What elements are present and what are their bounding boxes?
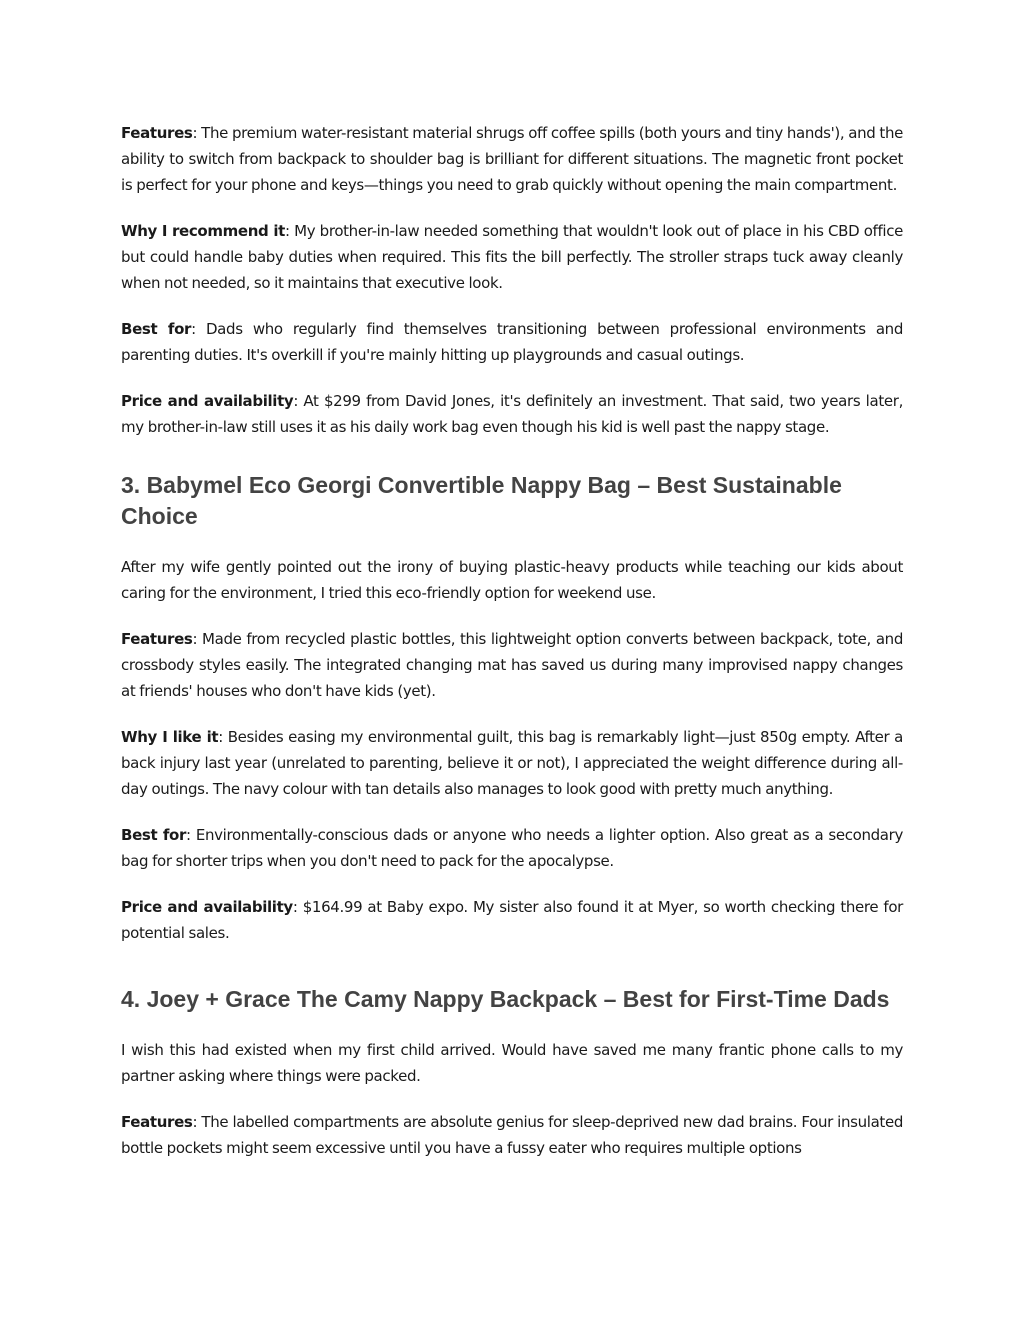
intro-paragraph bbox=[121, 1037, 903, 1089]
paragraph-text: : Besides easing my environmental guilt, this bag is remarkably light—just 850g empty. After a back injury last year (unrelated to parenting, believe it or not), I appreciated the weight difference during all-day outings. The navy colour with tan details also manages to look good with pretty much anything. bbox=[121, 728, 903, 798]
paragraph-text: : Dads who regularly find themselves transitioning between professional environments and parenting duties. It's overkill if you're mainly hitting up playgrounds and casual outings. bbox=[121, 320, 903, 364]
paragraph-label: Price and availability bbox=[121, 898, 293, 916]
paragraph-label: Features bbox=[121, 1113, 193, 1131]
paragraph-text: : The premium water-resistant material shrugs off coffee spills (both yours and tiny hands'), and the ability to switch from backpack to shoulder bag is brilliant for different situations. The magnetic front pocket is perfect for your phone and keys—things you need to grab quickly without opening the main compartment. bbox=[121, 124, 903, 194]
paragraph-label: Features bbox=[121, 124, 193, 142]
paragraph-text: : $164.99 at Baby expo. My sister also found it at Myer, so worth checking there for potential sales. bbox=[121, 898, 904, 942]
paragraph-text: : The labelled compartments are absolute genius for sleep-deprived new dad brains. Four insulated bottle pockets might seem excessive until you have a fussy eater who requires multiple options bbox=[121, 1113, 903, 1157]
paragraph-text: After my wife gently pointed out the irony of buying plastic-heavy products while teaching our kids about caring for the environment, I tried this eco-friendly option for weekend use. bbox=[121, 558, 903, 602]
best-for-paragraph bbox=[121, 822, 903, 874]
features-paragraph bbox=[121, 626, 903, 704]
section-heading-babymel: 3. Babymel Eco Georgi Convertible Nappy Bag – Best Sustainable Choice bbox=[121, 472, 842, 529]
section-heading-joey-grace: 4. Joey + Grace The Camy Nappy Backpack – Best for First-Time Dads bbox=[121, 986, 890, 1012]
paragraph-text: I wish this had existed when my first child arrived. Would have saved me many frantic phone calls to my partner asking where things were packed. bbox=[121, 1041, 903, 1085]
paragraph-label: Price and availability bbox=[121, 392, 294, 410]
features-paragraph bbox=[121, 1109, 903, 1161]
paragraph-label: Best for bbox=[121, 320, 192, 338]
paragraph-text: : Made from recycled plastic bottles, this lightweight option converts between backpack, tote, and crossbody styles easily. The integrated changing mat has saved us during many improvised nappy changes at friends' houses who don't have kids (yet). bbox=[121, 630, 903, 700]
paragraph-text: : At $299 from David Jones, it's definitely an investment. That said, two years later, my brother-in-law still uses it as his daily work bag even though his kid is well past the nappy stage. bbox=[121, 392, 903, 436]
paragraph-label: Features bbox=[121, 630, 193, 648]
paragraph-label: Why I like it bbox=[121, 728, 219, 746]
why-like-paragraph bbox=[121, 724, 903, 802]
price-availability-paragraph bbox=[121, 894, 903, 946]
intro-paragraph bbox=[121, 554, 903, 606]
paragraph-text: : Environmentally-conscious dads or anyone who needs a lighter option. Also great as a secondary bag for shorter trips when you don't need to pack for the apocalypse. bbox=[121, 826, 903, 870]
paragraph-label: Best for bbox=[121, 826, 187, 844]
best-for-paragraph bbox=[121, 316, 903, 368]
features-paragraph bbox=[121, 120, 903, 198]
paragraph-label: Why I recommend it bbox=[121, 222, 285, 240]
price-availability-paragraph bbox=[121, 388, 903, 440]
paragraph-text: : My brother-in-law needed something that wouldn't look out of place in his CBD office but could handle baby duties when required. This fits the bill perfectly. The stroller straps tuck away cleanly when not needed, so it maintains that executive look. bbox=[121, 222, 903, 292]
why-recommend-paragraph bbox=[121, 218, 903, 296]
document-page bbox=[121, 120, 903, 1181]
